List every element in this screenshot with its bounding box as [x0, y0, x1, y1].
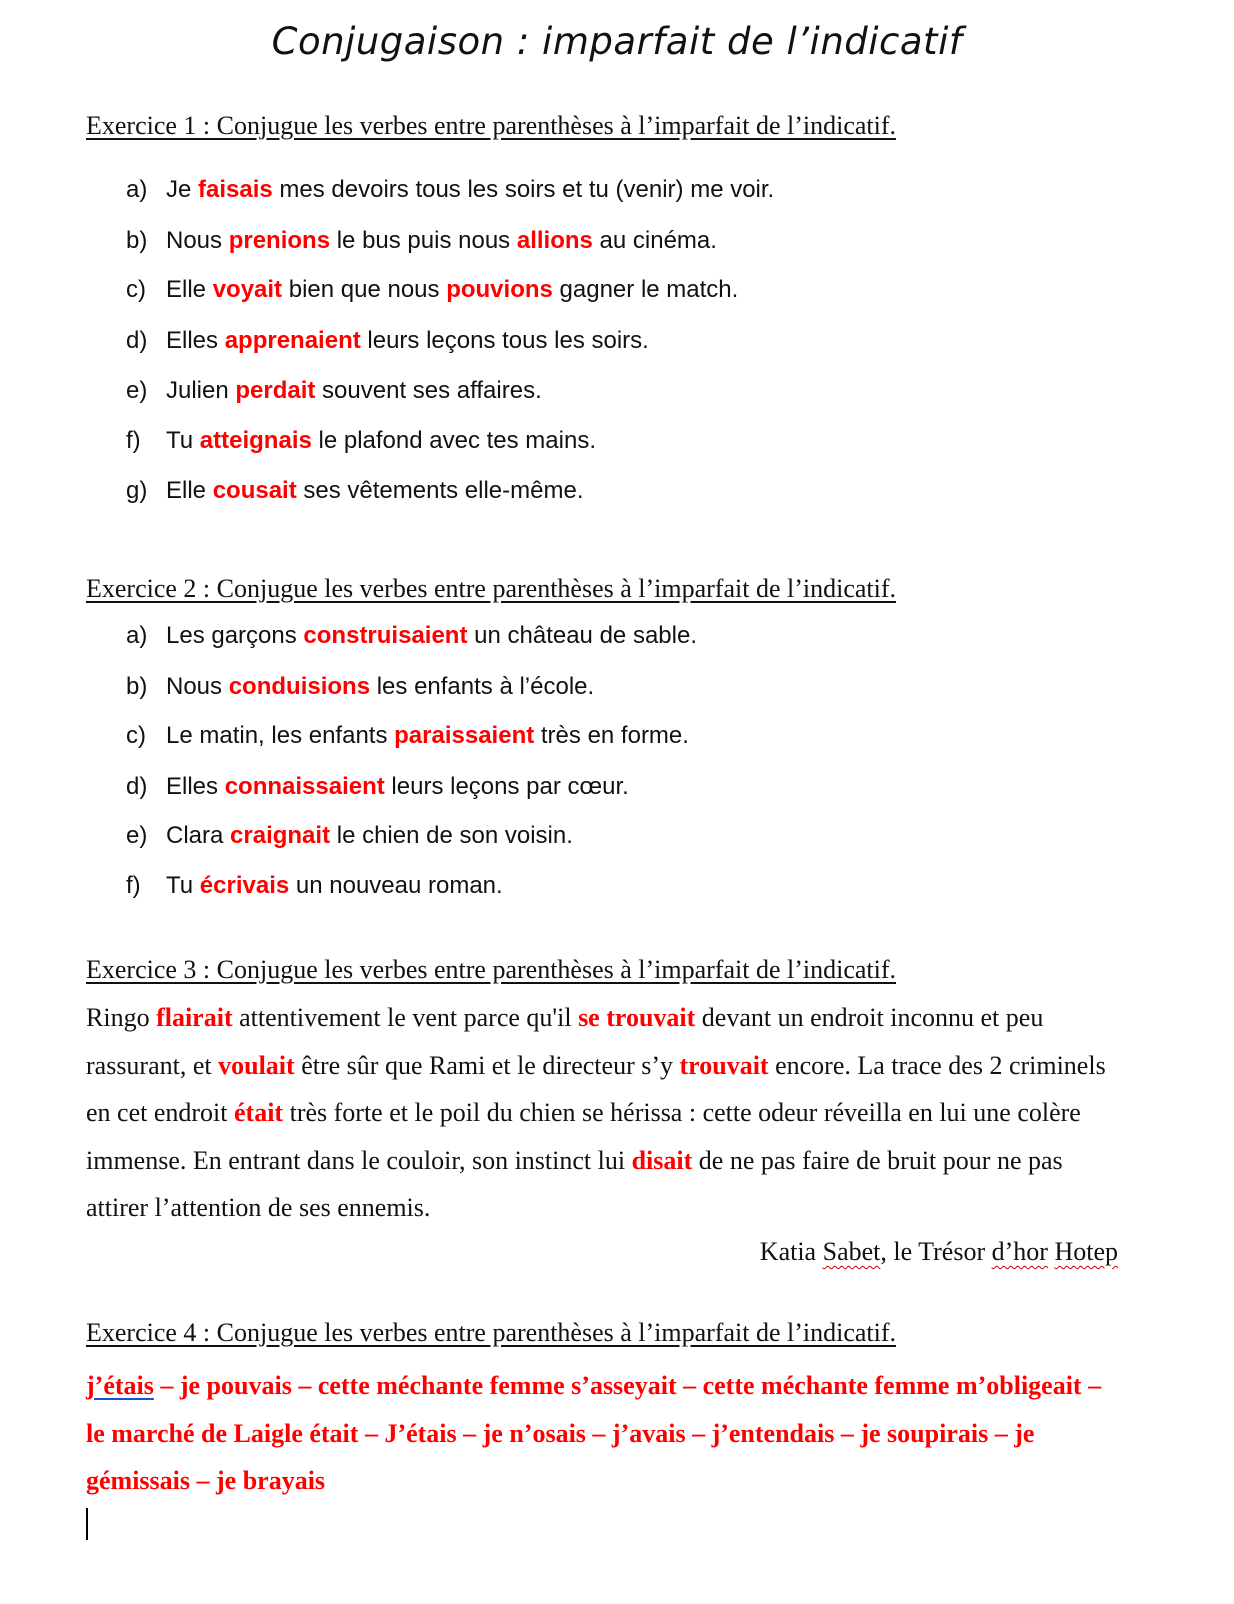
- list-item: d) Elles apprenaient leurs leçons tous les soirs.: [126, 327, 649, 354]
- list-item: b) Nous conduisions les enfants à l’école.: [126, 673, 595, 700]
- list-item: f) Tu écrivais un nouveau roman.: [126, 872, 503, 899]
- list-item: f) Tu atteignais le plafond avec tes mains.: [126, 427, 596, 454]
- list-item: a) Les garçons construisaient un château de sable.: [126, 622, 697, 649]
- exercise-3-paragraph: Ringo flairait attentivement le vent parce qu'il se trouvait devant un endroit inconnu et peu rassurant, et voulait être sûr que Rami et le directeur s’y trouvait encore. La trace des 2 criminels en cet endroit était très forte et le poil du chien se hérissa : cette odeur réveilla en lui une colère immense. En entrant dans le couloir, son instinct lui disait de ne pas faire de bruit pour ne pas attirer l’attention de ses ennemis.: [86, 1003, 1106, 1222]
- exercise-4-answers: j’étais – je pouvais – cette méchante femme s’asseyait – cette méchante femme m’obligeait – le marché de Laigle était – J’étais – je n’osais – j’avais – j’entendais – je soupirais – je gémissais – je brayais: [86, 1371, 1102, 1495]
- exercise-2-heading: Exercice 2 : Conjugue les verbes entre parenthèses à l’imparfait de l’indicatif.: [86, 574, 896, 603]
- exercise-4-heading: Exercice 4 : Conjugue les verbes entre parenthèses à l’imparfait de l’indicatif.: [86, 1318, 896, 1347]
- attribution: Katia Sabet, le Trésor d’hor Hotep: [759, 1237, 1118, 1266]
- list-item: e) Julien perdait souvent ses affaires.: [126, 377, 542, 404]
- page-title: Conjugaison : imparfait de l’indicatif: [271, 20, 963, 63]
- list-item: d) Elles connaissaient leurs leçons par cœur.: [126, 773, 629, 800]
- text-cursor[interactable]: [86, 1508, 88, 1540]
- list-item: e) Clara craignait le chien de son voisin.: [126, 822, 573, 849]
- list-item: c) Elle voyait bien que nous pouvions gagner le match.: [126, 276, 739, 303]
- list-item: a) Je faisais mes devoirs tous les soirs et tu (venir) me voir.: [126, 176, 775, 203]
- list-item: c) Le matin, les enfants paraissaient très en forme.: [126, 722, 689, 749]
- exercise-3-heading: Exercice 3 : Conjugue les verbes entre parenthèses à l’imparfait de l’indicatif.: [86, 955, 896, 984]
- list-item: g) Elle cousait ses vêtements elle-même.: [126, 477, 584, 504]
- exercise-1-heading: Exercice 1 : Conjugue les verbes entre parenthèses à l’imparfait de l’indicatif.: [86, 111, 896, 140]
- list-item: b) Nous prenions le bus puis nous allions au cinéma.: [126, 227, 717, 254]
